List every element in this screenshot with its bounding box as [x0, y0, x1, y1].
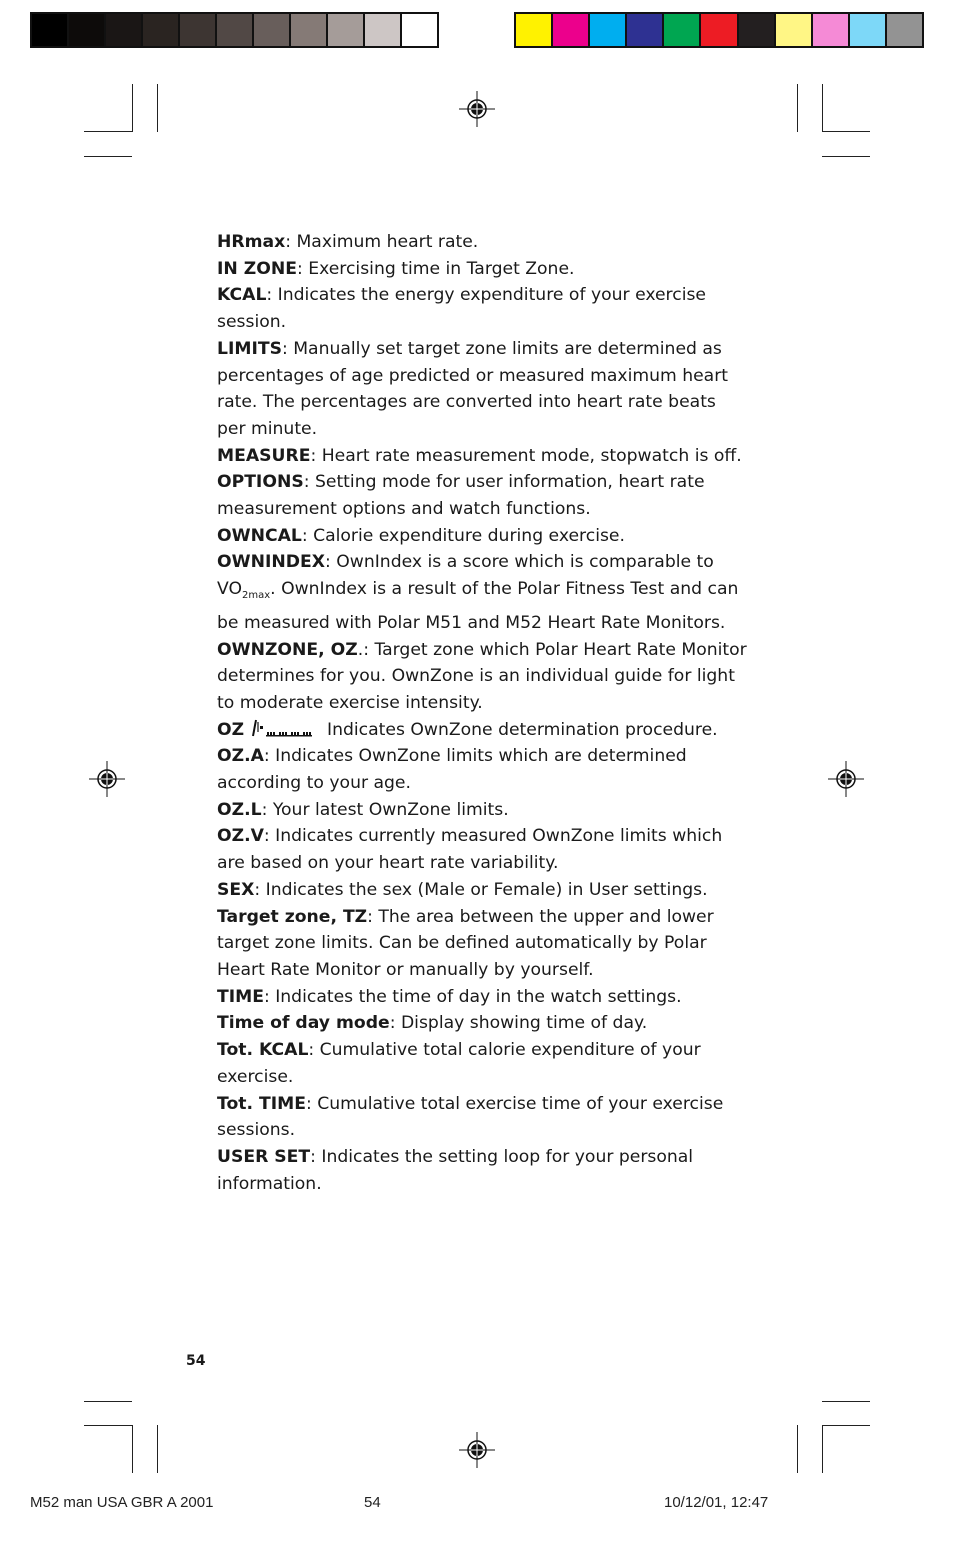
page-number: 54	[186, 1353, 206, 1369]
registration-mark-right-icon	[828, 761, 864, 797]
glossary-term: Time of day mode	[217, 1013, 390, 1034]
glossary-definition: : Maximum heart rate.	[285, 232, 479, 252]
footer-page-number: 54	[364, 1494, 381, 1511]
process-color-swatch-8	[776, 14, 813, 46]
glossary-term: Tot. KCAL	[217, 1040, 309, 1061]
glossary-definition: : Cumulative total calorie expenditure of your exercise.	[217, 1040, 701, 1087]
glossary-entry-owncal	[217, 523, 747, 550]
glossary-definition: : Heart rate measurement mode, stopwatch is off.	[310, 445, 742, 466]
process-color-swatch-3	[590, 14, 627, 46]
grayscale-swatch-10	[365, 14, 402, 46]
glossary-definition: Indicates OwnZone determination procedure.	[321, 719, 718, 740]
glossary-definition-part: : OwnIndex is a score which is comparable to VO	[217, 552, 714, 600]
glossary-definition: : Display showing time of day.	[389, 1013, 648, 1034]
glossary-definition: : Indicates the sex (Male or Female) in User settings.	[254, 879, 708, 900]
glossary-term: USER SET	[217, 1146, 311, 1167]
process-color-swatch-2	[553, 14, 590, 46]
registration-mark-top-icon	[459, 91, 495, 127]
glossary-entry-hrmax	[217, 229, 747, 256]
process-color-swatch-6	[701, 14, 738, 46]
glossary-term: Target zone, TZ	[217, 906, 368, 927]
glossary-definition: : Exercising time in Target Zone.	[296, 258, 575, 279]
glossary-term: SEX	[217, 879, 255, 900]
grayscale-swatch-2	[69, 14, 106, 46]
glossary-definition: : The area between the upper and lower target zone limits. Can be defined automatically by Polar Heart Rate Monitor or manually by yourself.	[217, 906, 714, 980]
glossary-term: OZ.L	[217, 799, 262, 820]
ownzone-progress-icon	[250, 718, 322, 738]
glossary-definition: : Indicates the time of day in the watch settings.	[263, 986, 682, 1007]
glossary-entry-oz-l	[217, 797, 747, 824]
grayscale-swatch-6	[217, 14, 254, 46]
process-color-swatch-11	[887, 14, 922, 46]
glossary-definition: : Manually set target zone limits are determined as percentages of age predicted or measured maximum heart rate. The percentages are converted into heart rate beats per minute.	[217, 338, 729, 439]
grayscale-swatch-11	[402, 14, 437, 46]
color-calibration-bar	[514, 12, 924, 48]
grayscale-swatch-3	[106, 14, 143, 46]
glossary-entry-user-set	[217, 1144, 747, 1197]
glossary-term: MEASURE	[217, 445, 311, 466]
glossary-entry-target-zone	[217, 904, 747, 984]
glossary-entry-oz-v	[217, 823, 747, 876]
glossary-entry-sex	[217, 877, 747, 904]
process-color-swatch-1	[516, 14, 553, 46]
grayscale-swatch-9	[328, 14, 365, 46]
registration-mark-bottom-icon	[459, 1432, 495, 1468]
glossary-entry-oz-a	[217, 743, 747, 796]
glossary-entry-tot-time	[217, 1091, 747, 1144]
glossary-entry-options	[217, 469, 747, 522]
grayscale-calibration-bar	[30, 12, 439, 48]
glossary-definition: : Indicates OwnZone limits which are determined according to your age.	[217, 746, 687, 794]
glossary-term: OWNCAL	[217, 525, 302, 546]
glossary-term: OZ.A	[217, 746, 264, 767]
glossary-list	[217, 229, 747, 1197]
grayscale-swatch-5	[180, 14, 217, 46]
glossary-term: OWNINDEX	[217, 552, 325, 573]
glossary-term: OWNZONE, OZ	[217, 639, 358, 660]
process-color-swatch-4	[627, 14, 664, 46]
glossary-entry-in-zone	[217, 256, 747, 283]
process-color-swatch-10	[850, 14, 887, 46]
glossary-definition-part: . OwnIndex is a result of the Polar Fitness Test and can be measured with Polar M51 and M52 Heart Rate Monitors.	[217, 579, 739, 633]
glossary-entry-measure	[217, 443, 747, 470]
glossary-entry-ownzone	[217, 637, 747, 717]
process-color-swatch-5	[664, 14, 701, 46]
glossary-entry-time	[217, 984, 747, 1011]
glossary-entry-oz-procedure	[217, 717, 747, 744]
glossary-term: OZ.V	[217, 826, 264, 847]
footer-timestamp: 10/12/01, 12:47	[664, 1494, 769, 1511]
glossary-definition: : Indicates currently measured OwnZone limits which are based on your heart rate variability.	[217, 826, 723, 874]
grayscale-swatch-7	[254, 14, 291, 46]
glossary-term: TIME	[217, 986, 264, 1007]
grayscale-swatch-1	[32, 14, 69, 46]
glossary-term: KCAL	[217, 285, 267, 306]
glossary-definition: : Indicates the energy expenditure of your exercise session.	[217, 285, 706, 333]
glossary-term: IN ZONE	[217, 258, 297, 279]
glossary-term: HRmax	[217, 232, 286, 252]
glossary-definition: : Setting mode for user information, heart rate measurement options and watch functions.	[217, 472, 705, 520]
glossary-term: OZ	[217, 719, 245, 740]
glossary-entry-time-of-day-mode	[217, 1010, 747, 1037]
glossary-definition: .: Target zone which Polar Heart Rate Monitor determines for you. OwnZone is an individual guide for light to moderate exercise intensity.	[217, 639, 747, 713]
glossary-definition: : Your latest OwnZone limits.	[261, 799, 509, 820]
footer-document-name: M52 man USA GBR A 2001	[30, 1494, 214, 1511]
glossary-entry-ownindex	[217, 549, 747, 636]
glossary-entry-limits	[217, 336, 747, 443]
process-color-swatch-7	[739, 14, 776, 46]
glossary-term: Tot. TIME	[217, 1093, 306, 1114]
glossary-entry-kcal	[217, 282, 747, 335]
process-color-swatch-9	[813, 14, 850, 46]
registration-mark-left-icon	[89, 761, 125, 797]
glossary-term: LIMITS	[217, 338, 282, 359]
glossary-definition: : Calorie expenditure during exercise.	[301, 525, 625, 546]
grayscale-swatch-4	[143, 14, 180, 46]
glossary-term: OPTIONS	[217, 472, 304, 493]
glossary-entry-tot-kcal	[217, 1037, 747, 1090]
vo2max-subscript: 2max	[241, 590, 271, 602]
glossary-definition: : Indicates the setting loop for your personal information.	[217, 1146, 694, 1194]
grayscale-swatch-8	[291, 14, 328, 46]
glossary-definition: : Cumulative total exercise time of your exercise sessions.	[217, 1093, 724, 1141]
